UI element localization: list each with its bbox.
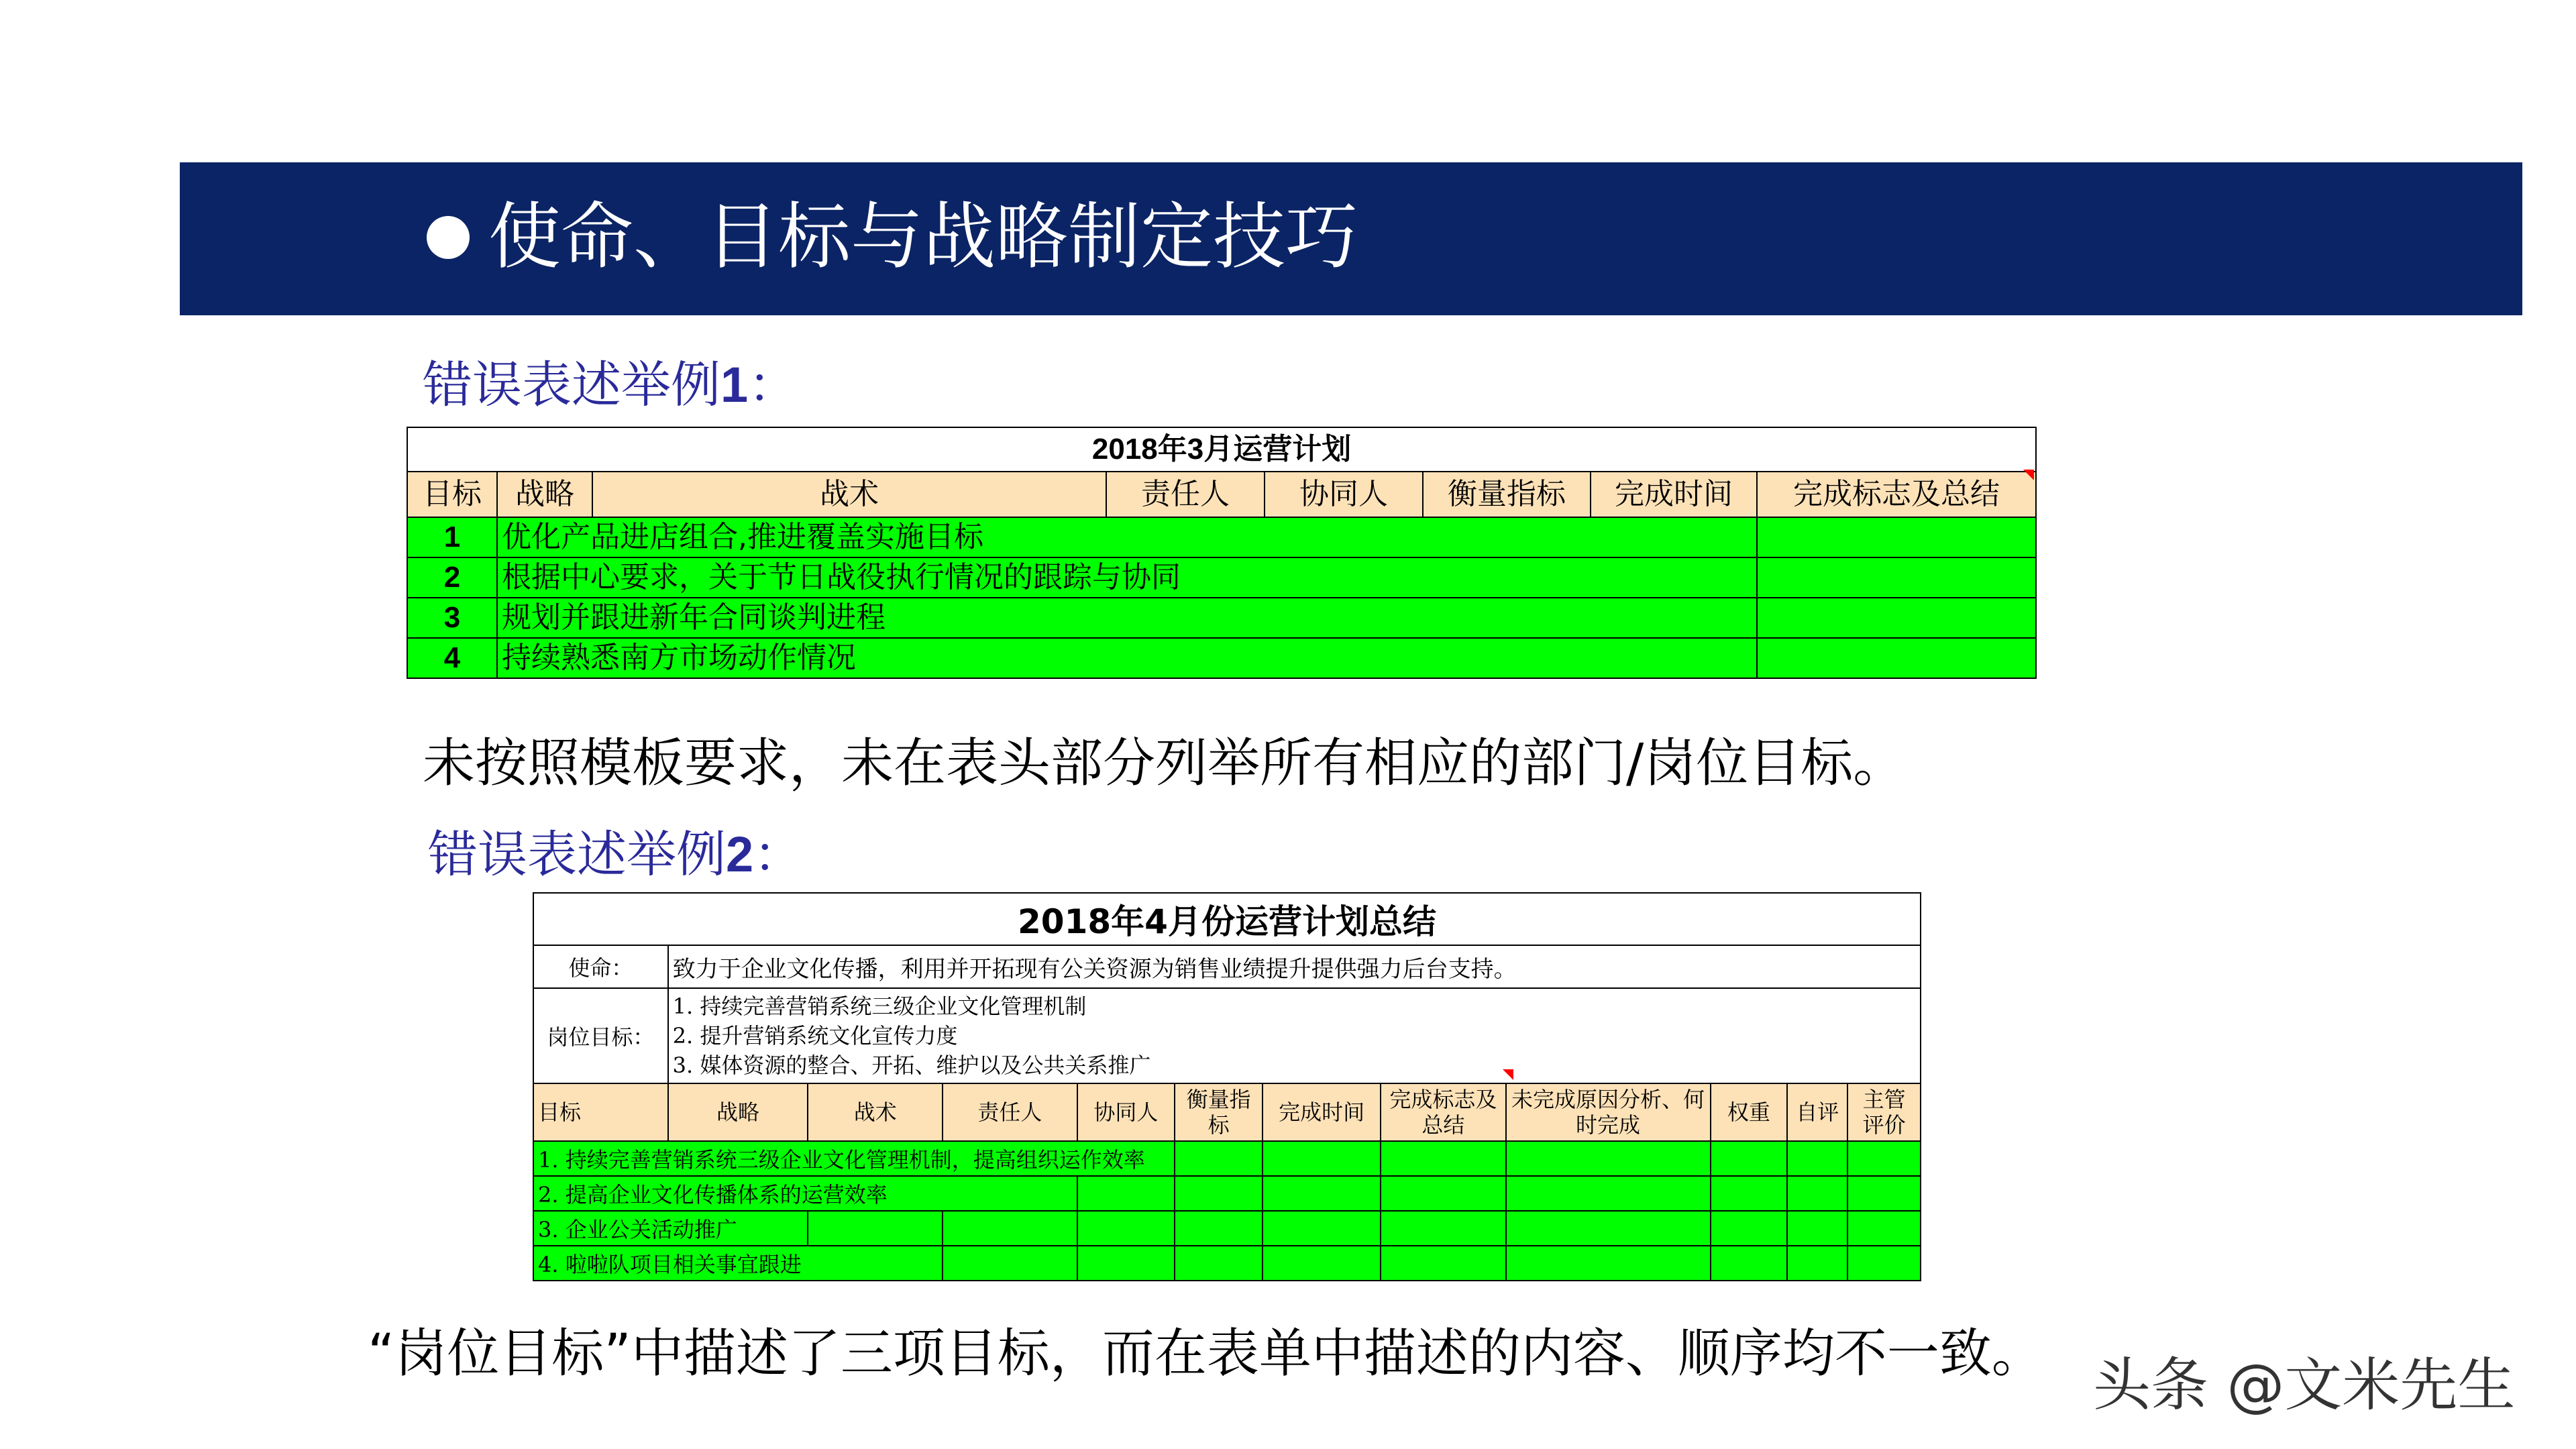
column-header: 衡量指标 xyxy=(1175,1083,1263,1141)
row-text: 3. 企业公关活动推广 xyxy=(533,1211,808,1246)
column-header: 完成标志及总结 xyxy=(1757,472,2036,517)
slide-title: 使命、目标与战略制定技巧 xyxy=(488,195,1358,279)
bullet-icon xyxy=(427,216,470,259)
table-row xyxy=(533,1246,1921,1281)
goal-item: 1. 持续完善营销系统三级企业文化管理机制 xyxy=(672,994,1087,1019)
table-row xyxy=(407,557,2036,598)
example1-heading-colon: ： xyxy=(748,356,798,414)
table-caption: 2018年4月份运营计划总结 xyxy=(533,893,1921,945)
example1-heading xyxy=(423,353,798,417)
table-row xyxy=(533,1141,1921,1176)
column-header: 完成标志及总结 xyxy=(1381,1083,1505,1141)
plan-table-april xyxy=(533,892,1921,1281)
column-header: 协同人 xyxy=(1077,1083,1175,1141)
column-header: 责任人 xyxy=(943,1083,1077,1141)
column-header: 战术 xyxy=(592,472,1106,517)
example2-heading-text: 错误表述举例 xyxy=(428,826,726,883)
column-header: 衡量指标 xyxy=(1423,472,1591,517)
mission-label: 使命： xyxy=(533,945,668,988)
row-text: 4. 啦啦队项目相关事宜跟进 xyxy=(533,1246,943,1281)
column-header: 完成时间 xyxy=(1263,1083,1381,1141)
row-cell xyxy=(1757,557,2036,598)
row-cell xyxy=(1757,517,2036,557)
column-header: 战略 xyxy=(497,472,592,517)
goals-label: 岗位目标： xyxy=(533,988,668,1083)
table-caption: 2018年3月运营计划 xyxy=(407,427,2036,472)
example2-heading-colon: ： xyxy=(753,826,804,883)
row-cell xyxy=(1757,598,2036,638)
column-header: 主管评价 xyxy=(1847,1083,1921,1141)
row-text: 1. 持续完善营销系统三级企业文化管理机制，提高组织运作效率 xyxy=(533,1141,1175,1176)
column-header: 目标 xyxy=(533,1083,668,1141)
table-row xyxy=(407,638,2036,678)
table-row xyxy=(533,1211,1921,1246)
column-header: 权重 xyxy=(1711,1083,1788,1141)
row-number: 4 xyxy=(407,638,497,678)
title-banner xyxy=(180,162,2522,315)
column-header: 战术 xyxy=(808,1083,943,1141)
goal-item: 2. 提升营销系统文化宣传力度 xyxy=(672,1023,958,1049)
comment-marker-icon xyxy=(1503,1069,1513,1080)
example2-note: “岗位目标”中描述了三项目标，而在表单中描述的内容、顺序均不一致。 xyxy=(368,1324,2044,1384)
row-number: 3 xyxy=(407,598,497,638)
plan-table-march xyxy=(407,427,2037,679)
row-text: 根据中心要求，关于节日战役执行情况的跟踪与协同 xyxy=(497,557,1757,598)
column-header: 战略 xyxy=(668,1083,808,1141)
row-cell xyxy=(1757,638,2036,678)
watermark: 头条 @文米先生 xyxy=(2093,1352,2516,1419)
row-text: 规划并跟进新年合同谈判进程 xyxy=(497,598,1757,638)
example1-heading-text: 错误表述举例 xyxy=(423,356,720,414)
table-row xyxy=(533,1176,1921,1211)
mission-text: 致力于企业文化传播，利用并开拓现有公关资源为销售业绩提升提供强力后台支持。 xyxy=(668,945,1921,988)
column-header: 目标 xyxy=(407,472,497,517)
column-header: 完成时间 xyxy=(1591,472,1757,517)
column-header: 责任人 xyxy=(1106,472,1265,517)
column-header: 未完成原因分析、何时完成 xyxy=(1506,1083,1711,1141)
row-text: 优化产品进店组合,推进覆盖实施目标 xyxy=(497,517,1757,557)
row-text: 持续熟悉南方市场动作情况 xyxy=(497,638,1757,678)
column-header: 协同人 xyxy=(1265,472,1423,517)
table-row xyxy=(407,598,2036,638)
goals-list xyxy=(668,988,1921,1083)
row-text: 2. 提高企业文化传播体系的运营效率 xyxy=(533,1176,1077,1211)
example1-heading-num: 1 xyxy=(720,357,749,413)
example1-note: 未按照模板要求，未在表头部分列举所有相应的部门/岗位目标。 xyxy=(423,733,1906,794)
example2-heading xyxy=(428,822,803,887)
example2-heading-num: 2 xyxy=(726,826,754,882)
goal-item: 3. 媒体资源的整合、开拓、维护以及公共关系推广 xyxy=(672,1053,1151,1078)
column-header: 自评 xyxy=(1787,1083,1847,1141)
row-number: 2 xyxy=(407,557,497,598)
comment-marker-icon xyxy=(2023,470,2034,480)
row-number: 1 xyxy=(407,517,497,557)
table-row xyxy=(407,517,2036,557)
